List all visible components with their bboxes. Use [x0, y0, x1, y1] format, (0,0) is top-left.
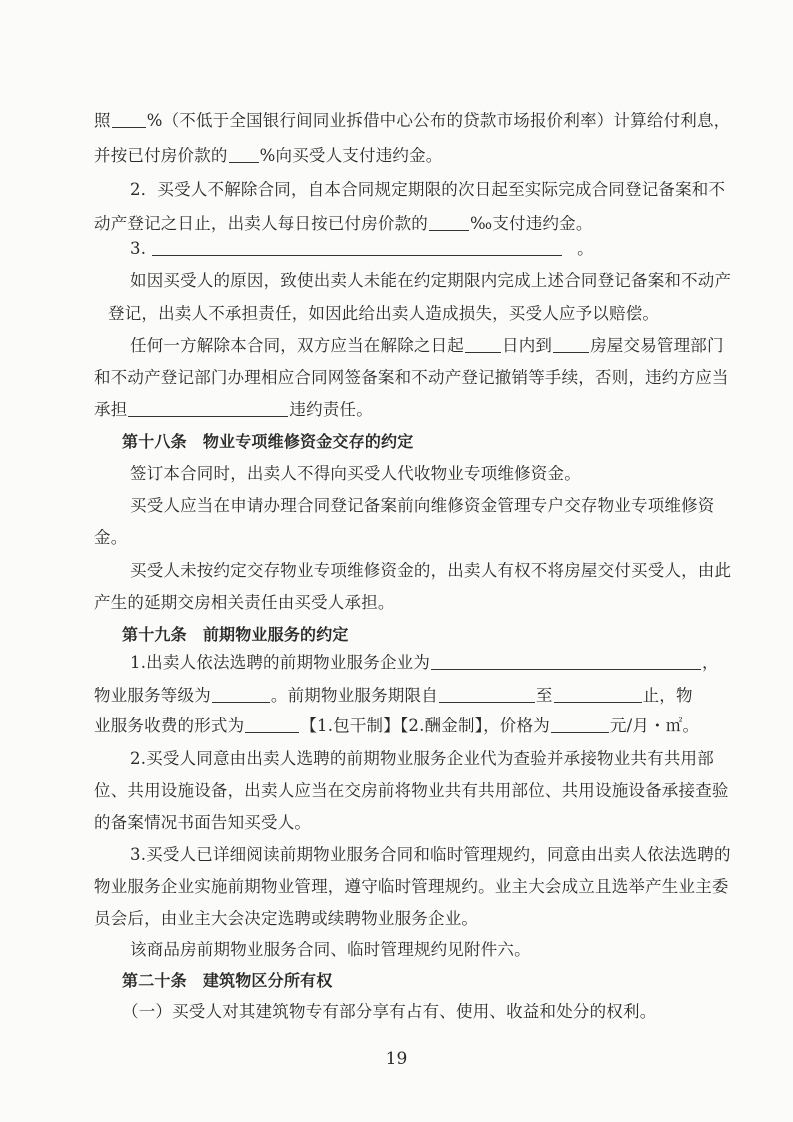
text-line: 动产登记之日止，出卖人每日按已付房价款的 ‰支付违约金。 [94, 214, 593, 233]
page-number: 19 [385, 1049, 408, 1069]
blank-field[interactable] [245, 716, 299, 733]
text-line: 的备案情况书面告知买受人。 [94, 813, 312, 832]
text-line: 1.出卖人依法选聘的前期物业服务企业为 ， [130, 653, 719, 672]
text-line: 物业服务企业实施前期物业管理，遵守临时管理规约。业主大会成立且选举产生业主委 [94, 877, 729, 896]
text-line: 业服务收费的形式为 【1.包干制】【2.酬金制】，价格为 元/月・㎡。 [94, 716, 700, 735]
text-line: 如因买受人的原因，致使出卖人未能在约定期限内完成上述合同登记备案和不动产 [130, 271, 732, 290]
blank-field[interactable] [439, 686, 535, 703]
text-line: 3. 。 [130, 239, 594, 258]
blank-field[interactable] [212, 686, 270, 703]
blank-field[interactable] [128, 400, 288, 417]
text-line: 和不动产登记部门办理相应合同网签备案和不动产登记撤销等手续，否则，违约方应当 [94, 368, 729, 387]
text-line: 承担 违约责任。 [94, 400, 373, 419]
article-18-heading: 第十八条 物业专项维修资金交存的约定 [122, 432, 414, 451]
blank-field[interactable] [429, 214, 469, 231]
text-line: 位、共用设施设备，出卖人应当在交房前将物业共有共用部位、共用设施设备承接查验 [94, 781, 729, 800]
blank-field[interactable] [465, 336, 501, 353]
blank-field[interactable] [152, 239, 562, 256]
text-line: 产生的延期交房相关责任由买受人承担。 [94, 593, 395, 612]
text-line: 并按已付房价款的 %向买受人支付违约金。 [94, 146, 443, 165]
text-line: 员会后，由业主大会决定选聘或续聘物业服务企业。 [94, 909, 479, 928]
blank-field[interactable] [553, 336, 589, 353]
blank-field[interactable] [431, 653, 701, 670]
blank-field[interactable] [554, 686, 642, 703]
text-line: （一）买受人对其建筑物专有部分享有占有、使用、收益和处分的权利。 [122, 1002, 657, 1021]
text-line: 任何一方解除本合同，双方应当在解除之日起 日内到 房屋交易管理部门 [130, 336, 724, 355]
text-line: 照 %（不低于全国银行间同业拆借中心公布的贷款市场报价利率）计算给付利息， [94, 111, 731, 130]
text-line: 登记，出卖人不承担责任，如因此给出卖人造成损失，买受人应予以赔偿。 [108, 304, 660, 323]
text-line: 该商品房前期物业服务合同、临时管理规约见附件六。 [130, 940, 531, 959]
article-19-heading: 第十九条 前期物业服务的约定 [122, 625, 349, 644]
text-line: 买受人应当在申请办理合同登记备案前向维修资金管理专户交存物业专项维修资 [130, 496, 715, 515]
blank-field[interactable] [112, 111, 146, 128]
text-line: 2.买受人同意由出卖人选聘的前期物业服务企业代为查验并承接物业共有共用部 [130, 749, 714, 768]
text-line: 2．买受人不解除合同，自本合同规定期限的次日起至实际完成合同登记备案和不 [130, 180, 726, 199]
blank-field[interactable] [551, 716, 609, 733]
text-line: 物业服务等级为 。前期物业服务期限自 至 止，物 [94, 686, 693, 705]
text-line: 买受人未按约定交存物业专项维修资金的，出卖人有权不将房屋交付买受人，由此 [130, 561, 732, 580]
text-line: 3.买受人已详细阅读前期物业服务合同和临时管理规约，同意由出卖人依法选聘的 [130, 845, 731, 864]
text-line: 签订本合同时，出卖人不得向买受人代收物业专项维修资金。 [130, 464, 581, 483]
text-line: 金。 [94, 528, 128, 547]
article-20-heading: 第二十条 建筑物区分所有权 [122, 971, 333, 990]
blank-field[interactable] [229, 146, 259, 163]
